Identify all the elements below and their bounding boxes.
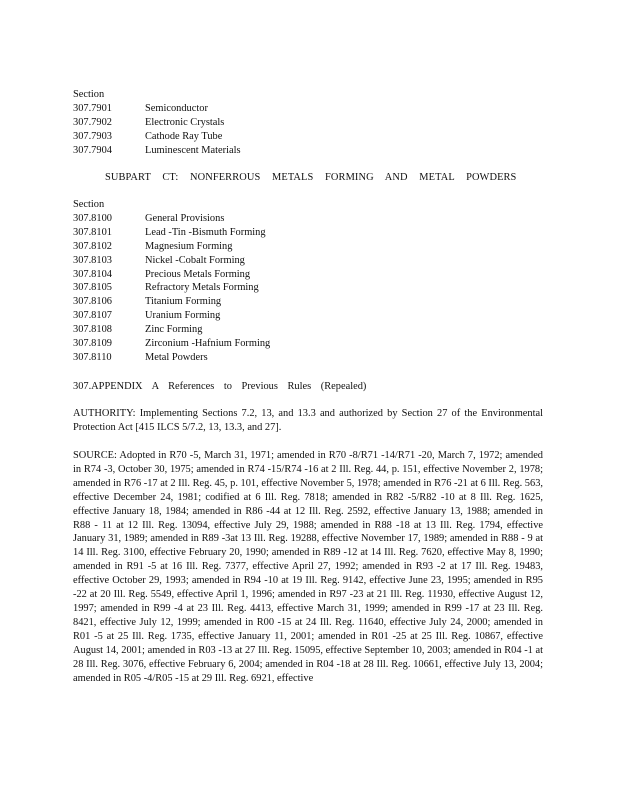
section-number: 307.7904 <box>73 144 112 156</box>
section-row <box>73 323 551 337</box>
appendix-line: 307.APPENDIX A References to Previous Rules (Repealed) <box>73 381 367 392</box>
section-number: 307.8110 <box>73 351 112 363</box>
section-number: 307.8102 <box>73 240 112 252</box>
section-heading: Section <box>73 89 105 100</box>
section-title: Electronic Crystals <box>145 116 225 128</box>
section-heading: Section <box>73 199 105 210</box>
section-number: 307.8100 <box>73 212 112 224</box>
section-list-group2 <box>73 198 551 365</box>
section-row <box>73 268 551 282</box>
section-title: Semiconductor <box>145 102 208 114</box>
section-number: 307.7903 <box>73 130 112 142</box>
section-number: 307.8105 <box>73 282 112 294</box>
authority-note: AUTHORITY: Implementing Sections 7.2, 13, and 13.3 and authorized by Section 27 of the Environmental Protection Act [415 ILCS 5/7.2, 13, 13.3, and 27]. <box>73 408 543 433</box>
section-title: Cathode Ray Tube <box>145 130 223 142</box>
section-title: Titanium Forming <box>145 296 222 308</box>
section-row <box>73 130 551 144</box>
section-row <box>73 295 551 309</box>
section-row <box>73 144 551 158</box>
section-title: Uranium Forming <box>145 310 221 322</box>
source-note: SOURCE: Adopted in R70 -5, March 31, 1971; amended in R70 -8/R71 -14/R71 -20, March 7, 1972; amended in R74 -3, October 30, 1975; amended in R74 -15/R74 -16 at 2 Ill. Reg. 44, p. 151, effective November 2, 1978; amended in R76 -17 at 2 Ill. Reg. 45, p. 101, effective November 5, 1978; amended in R76 -21 at 6 Ill. Reg. 563, effective December 24, 1981; codified at 6 Ill. Reg. 7818; amended in R82 -5/R82 -10 at 8 Ill. Reg. 1625, effective January 18, 1984; amended in R86 -44 at 12 Ill. Reg. 2592, effective January 13, 1988; amended in R88 - 11 at 12 Ill. Reg. 13094, effective July 29, 1988; amended in R88 -18 at 13 Ill. Reg. 1794, effective January 31, 1989; amended in R89 -3at 13 Ill. Reg. 19288, effective November 17, 1989; amended in R88 - 9 at 14 Ill. Reg. 3100, effective February 20, 1990; amended in R89 -12 at 14 Ill. Reg. 7620, effective May 8, 1990; amended in R91 -5 at 16 Ill. Reg. 7377, effective April 27, 1992; amended in R93 -2 at 17 Ill. Reg. 19483, effective October 29, 1993; amended in R94 -10 at 19 Ill. Reg. 9142, effective June 23, 1995; amended in R95 -22 at 20 Ill. Reg. 5549, effective April 1, 1996; amended in R97 -23 at 21 Ill. Reg. 11930, effective August 12, 1997; amended in R99 -4 at 23 Ill. Reg. 4413, effective March 31, 1999; amended in R99 -17 at 23 Ill. Reg. 8421, effective July 12, 1999; amended in R00 -15 at 24 Ill. Reg. 11640, effective July 24, 2000; amended in R01 -5 at 25 Ill. Reg. 1735, effective January 11, 2001; amended in R01 -25 at 25 Ill. Reg. 10867, effective August 14, 2001; amended in R03 -13 at 27 Ill. Reg. 15095, effective September 10, 2003; amended in R04 -1 at 28 Ill. Reg. 3076, effective February 6, 2004; amended in R04 -18 at 28 Ill. Reg. 10661, effective July 13, 2004; amended in R05 -4/R05 -15 at 29 Ill. Reg. 6921, effective <box>73 450 543 684</box>
section-number: 307.8104 <box>73 268 112 280</box>
section-title: Luminescent Materials <box>145 144 241 156</box>
section-title: Refractory Metals Forming <box>145 282 259 294</box>
section-list-group1 <box>73 88 551 158</box>
section-row <box>73 281 551 295</box>
section-title: Lead -Tin -Bismuth Forming <box>145 226 266 238</box>
section-row <box>73 240 551 254</box>
section-number: 307.7902 <box>73 116 112 128</box>
section-number: 307.8103 <box>73 254 112 266</box>
section-title: Precious Metals Forming <box>145 268 251 280</box>
subpart-heading: SUBPART CT: NONFERROUS METALS FORMING AND METAL POWDERS <box>105 172 517 183</box>
section-row <box>73 212 551 226</box>
section-title: Magnesium Forming <box>145 240 233 252</box>
section-title: Zinc Forming <box>145 324 203 336</box>
section-number: 307.8101 <box>73 226 112 238</box>
section-row <box>73 351 551 365</box>
section-row <box>73 254 551 268</box>
section-row <box>73 102 551 116</box>
section-title: General Provisions <box>145 212 225 224</box>
section-title: Zirconium -Hafnium Forming <box>145 338 271 350</box>
section-title: Nickel -Cobalt Forming <box>145 254 245 266</box>
section-row <box>73 226 551 240</box>
section-title: Metal Powders <box>145 351 208 363</box>
section-number: 307.8109 <box>73 338 112 350</box>
section-number: 307.8108 <box>73 324 112 336</box>
section-number: 307.8106 <box>73 296 112 308</box>
section-row <box>73 116 551 130</box>
section-row <box>73 309 551 323</box>
section-number: 307.7901 <box>73 102 112 114</box>
section-row <box>73 337 551 351</box>
section-number: 307.8107 <box>73 310 112 322</box>
